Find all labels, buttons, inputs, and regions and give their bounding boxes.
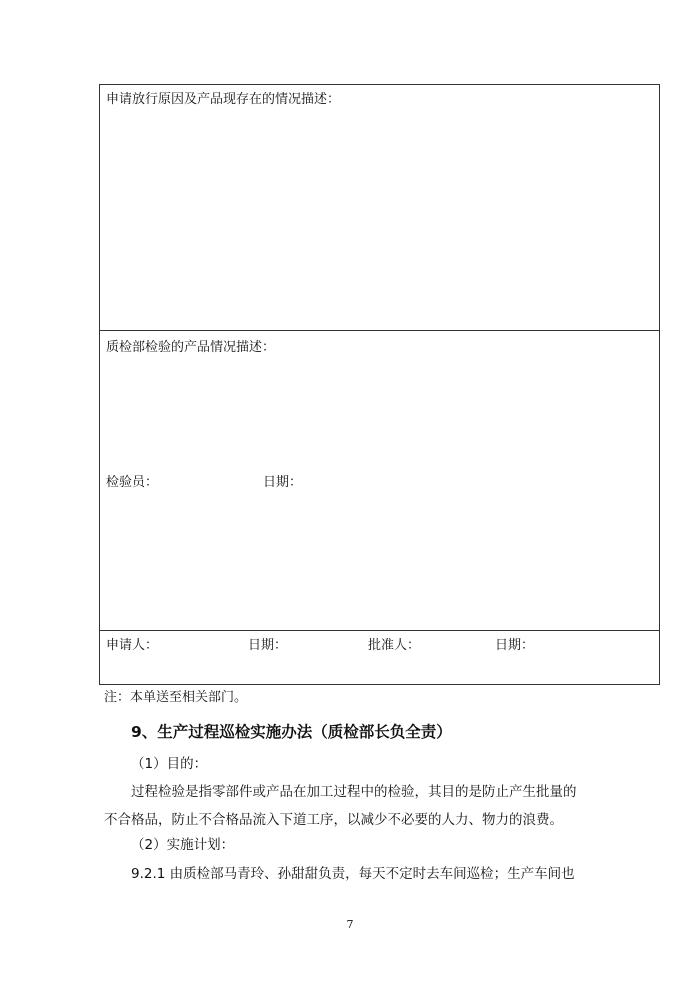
reason-description-cell[interactable] — [100, 85, 659, 331]
purpose-label: （1）目的： — [131, 756, 208, 772]
inspector-label: 检验员： — [106, 475, 159, 490]
inspector-date-label: 日期： — [263, 475, 303, 490]
qc-description-label: 质检部检验的产品情况描述： — [106, 340, 276, 355]
plan-paragraph-line-1: 9.2.1 由质检部马青玲、孙甜甜负责，每天不定时去车间巡检；生产车间也 — [131, 866, 575, 882]
plan-label: （2）实施计划： — [131, 837, 235, 853]
purpose-paragraph-line-1: 过程检验是指零部件或产品在加工过程中的检验，其目的是防止产生批量的 — [131, 784, 577, 800]
section-heading: 9、生产过程巡检实施办法（质检部长负全责） — [131, 723, 452, 741]
approver-date-label: 日期： — [495, 638, 535, 653]
purpose-paragraph-line-2: 不合格品，防止不合格品流入下道工序，以减少不必要的人力、物力的浪费。 — [104, 812, 563, 828]
signature-row[interactable] — [100, 631, 659, 685]
approver-label: 批准人： — [368, 638, 421, 653]
applicant-date-label: 日期： — [248, 638, 288, 653]
qc-description-cell[interactable] — [100, 331, 659, 631]
applicant-label: 申请人： — [106, 638, 159, 653]
form-note: 注：本单送至相关部门。 — [104, 690, 248, 705]
release-application-form — [99, 84, 660, 685]
reason-description-label: 申请放行原因及产品现存在的情况描述： — [106, 92, 341, 107]
page-number: 7 — [346, 918, 354, 931]
